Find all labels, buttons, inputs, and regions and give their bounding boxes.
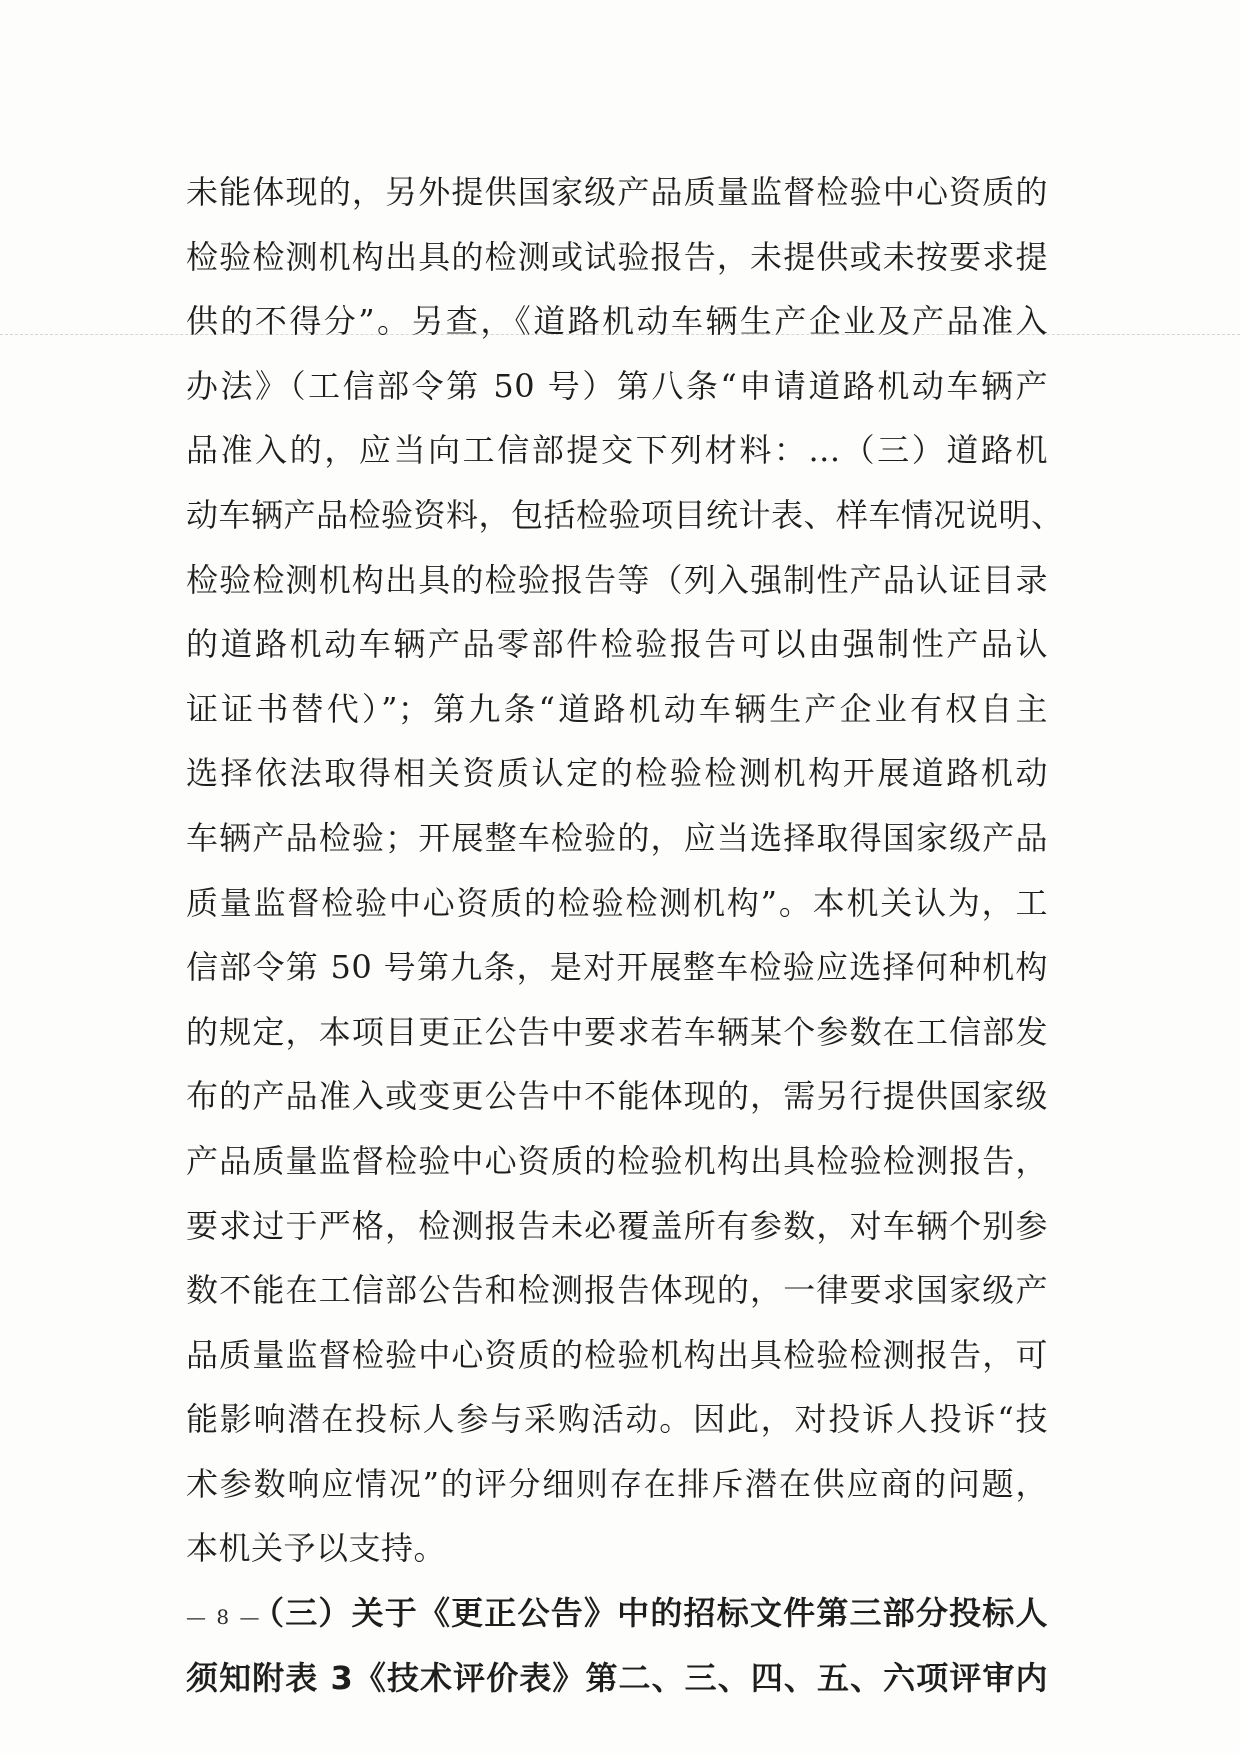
text-line: 本机关予以支持。 [186, 1529, 447, 1568]
section-heading-line: （三）关于《更正公告》中的招标文件第三部分投标人 [252, 1594, 1048, 1633]
text-line: 检验检测机构出具的检测或试验报告，未提供或未按要求提 [186, 237, 1048, 276]
text-line: 数不能在工信部公告和检测报告体现的，一律要求国家级产 [186, 1271, 1048, 1310]
text-line: 品准入的，应当向工信部提交下列材料：...（三）道路机 [186, 431, 1048, 470]
text-line: 车辆产品检验；开展整车检验的，应当选择取得国家级产品 [186, 818, 1048, 857]
text-line: 布的产品准入或变更公告中不能体现的，需另行提供国家级 [186, 1077, 1048, 1116]
text-line: 术参数响应情况”的评分细则存在排斥潜在供应商的问题， [186, 1464, 1048, 1503]
text-line: 动车辆产品检验资料，包括检验项目统计表、样车情况说明、 [186, 495, 1064, 534]
text-line: 品质量监督检验中心资质的检验机构出具检验检测报告，可 [186, 1335, 1048, 1374]
document-body [186, 160, 1064, 1710]
text-line: 供的不得分”。另查，《道路机动车辆生产企业及产品准入 [186, 302, 1048, 341]
text-line: 信部令第 50 号第九条，是对开展整车检验应选择何种机构 [186, 948, 1048, 987]
text-line: 办法》（工信部令第 50 号）第八条“申请道路机动车辆产 [186, 366, 1048, 405]
text-line: 证证书替代）”；第九条“道路机动车辆生产企业有权自主 [186, 689, 1048, 728]
text-line: 的道路机动车辆产品零部件检验报告可以由强制性产品认 [186, 625, 1048, 664]
text-line: 检验检测机构出具的检验报告等（列入强制性产品认证目录 [186, 560, 1048, 599]
text-line: 能影响潜在投标人参与采购活动。因此，对投诉人投诉“技 [186, 1400, 1048, 1439]
section-heading-line: 须知附表 3《技术评价表》第二、三、四、五、六项评审内 [186, 1658, 1048, 1697]
page-number: — 8 — [186, 1605, 262, 1629]
text-line: 选择依法取得相关资质认定的检验检测机构开展道路机动 [186, 754, 1048, 793]
text-line: 产品质量监督检验中心资质的检验机构出具检验检测报告， [186, 1141, 1048, 1180]
text-line: 要求过于严格，检测报告未必覆盖所有参数，对车辆个别参 [186, 1206, 1048, 1245]
text-line: 质量监督检验中心资质的检验检测机构”。本机关认为，工 [186, 883, 1048, 922]
text-line: 未能体现的，另外提供国家级产品质量监督检验中心资质的 [186, 173, 1048, 211]
text-line: 的规定，本项目更正公告中要求若车辆某个参数在工信部发 [186, 1012, 1048, 1051]
